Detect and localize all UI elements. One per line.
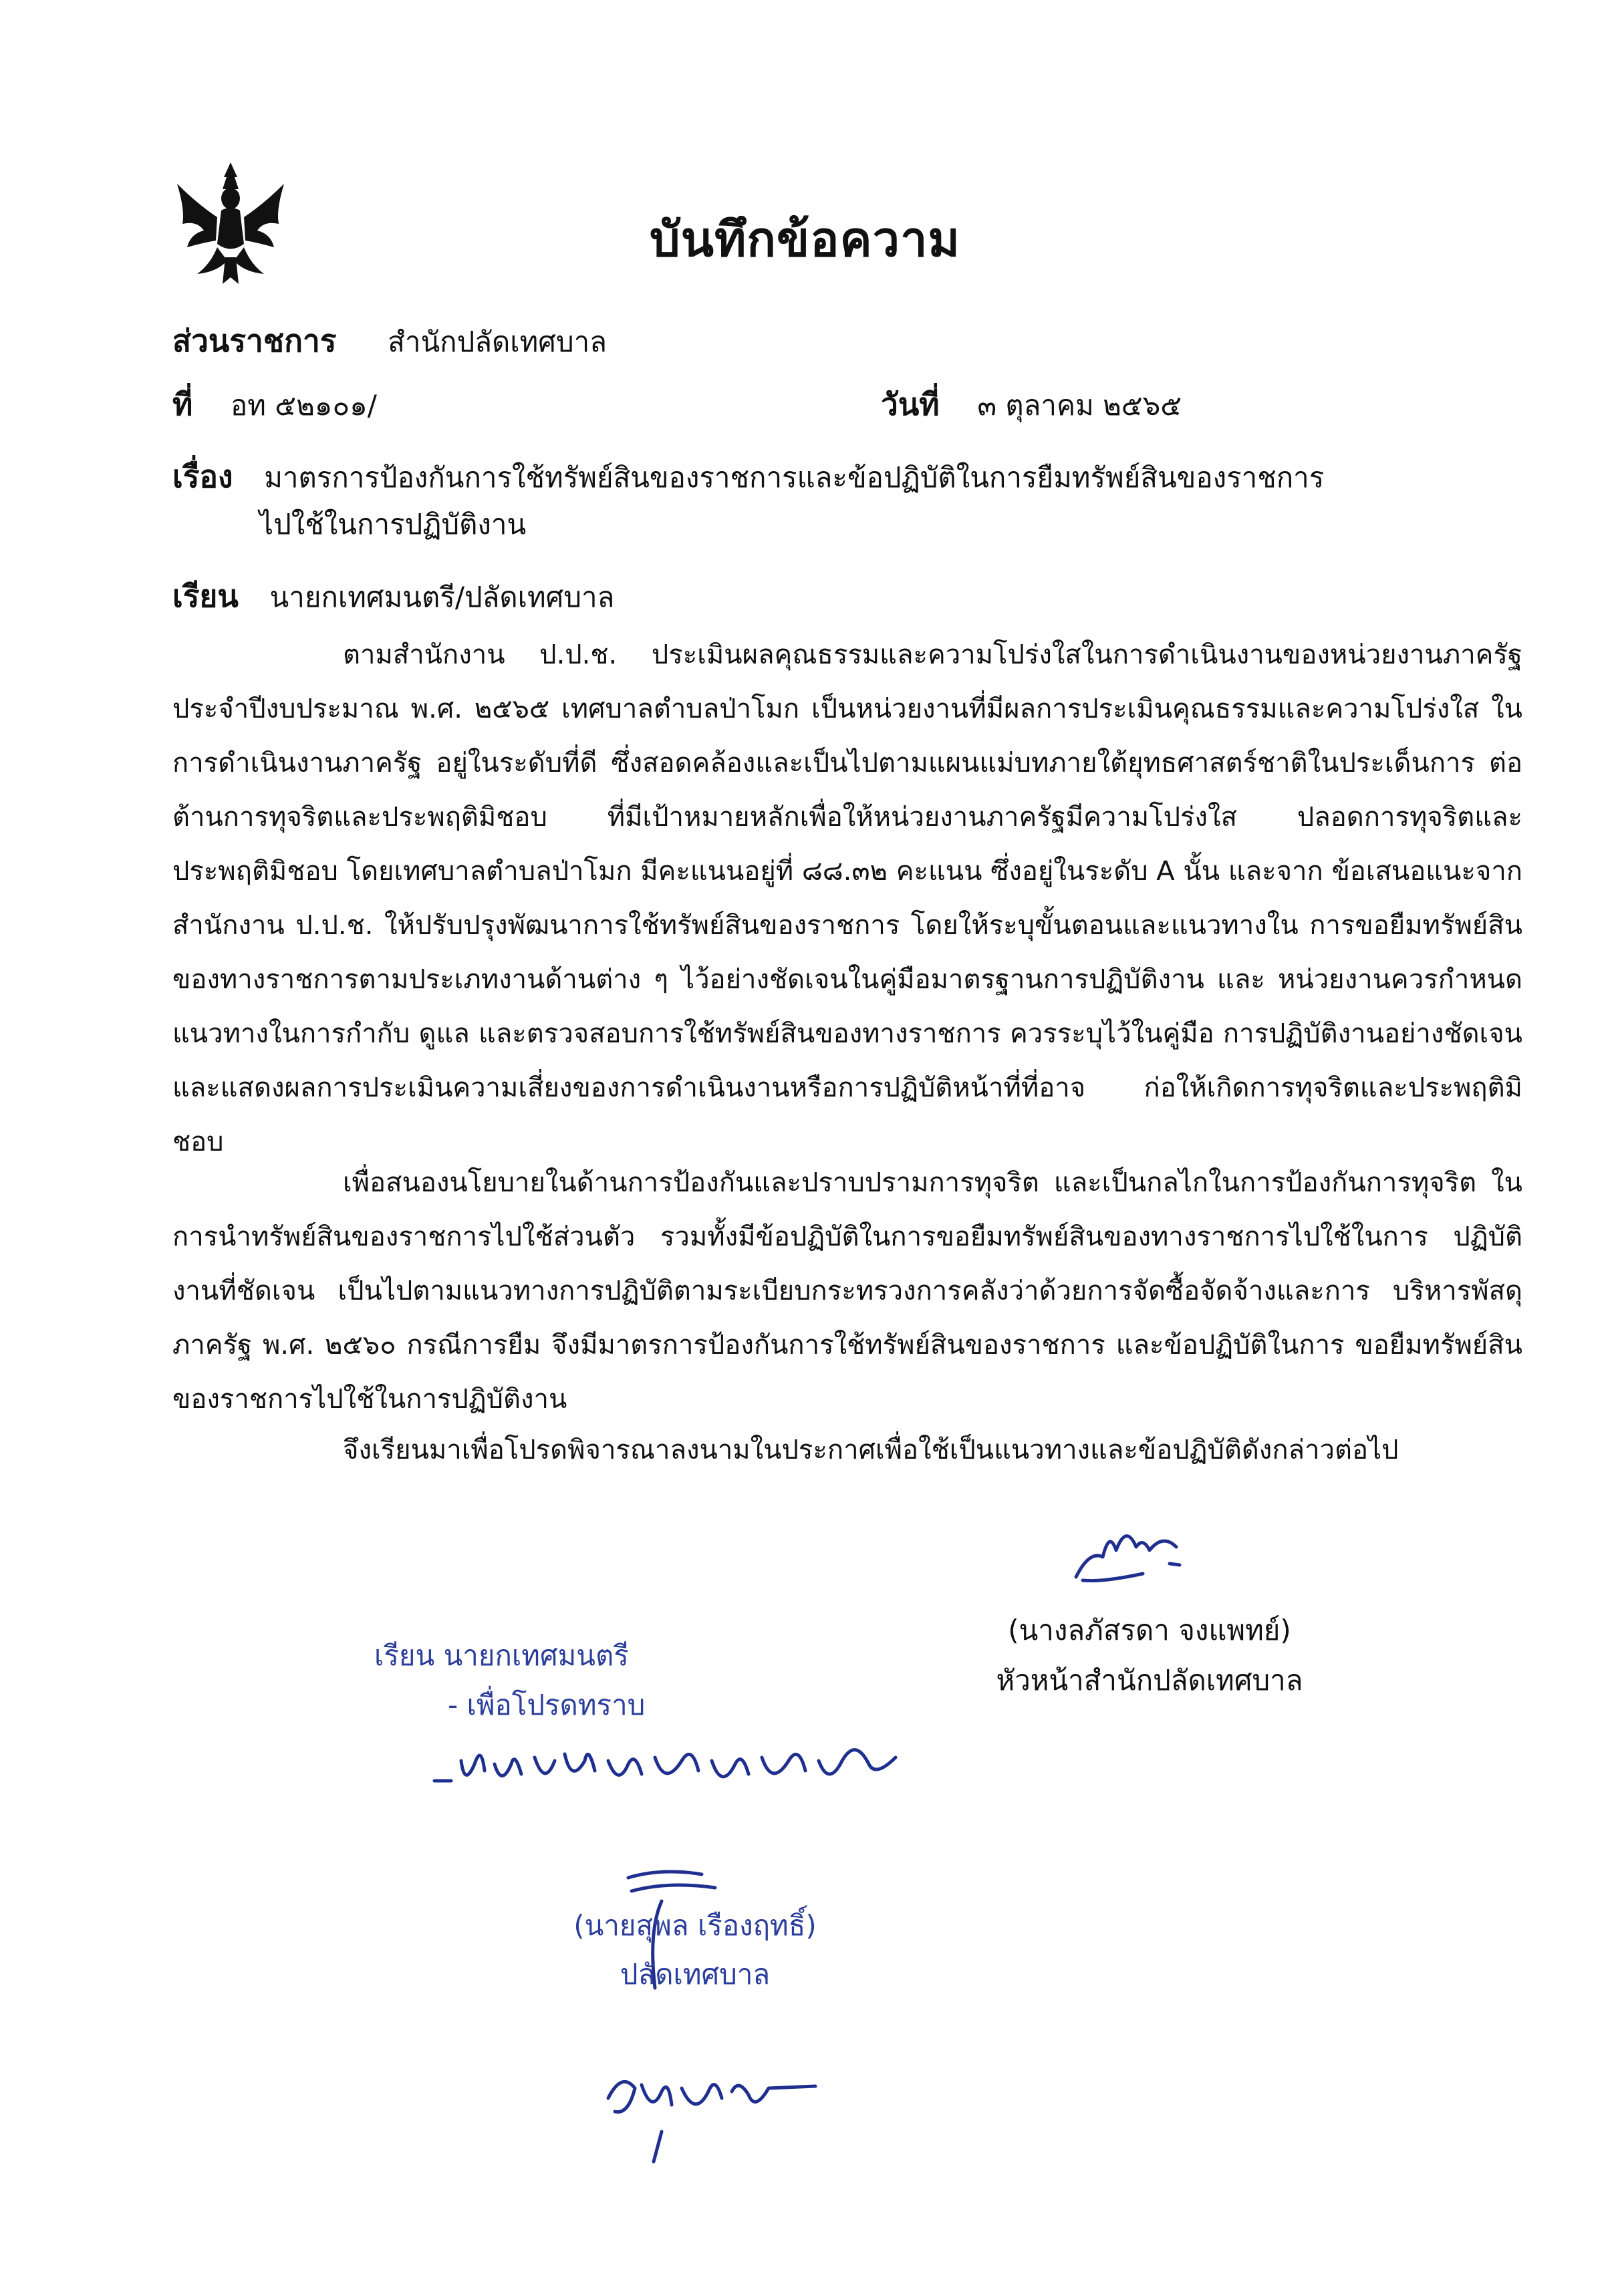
document-title: บันทึกข้อความ — [650, 211, 960, 267]
recipient-label: เรียน — [172, 578, 239, 614]
agency-label: ส่วนราชการ — [172, 323, 337, 359]
closing-paragraph — [172, 1423, 1522, 1477]
recipient-value: นายกเทศมนตรี/ปลัดเทศบาล — [269, 581, 615, 613]
author-name: (นางลภัสรดา จงแพทย์) — [1008, 1614, 1291, 1646]
recipient-row — [172, 576, 614, 617]
endorser-position: ปลัดเทศบาล — [620, 1958, 771, 1991]
date-row — [881, 384, 1182, 426]
author-position: หัวหน้าสำนักปลัดเทศบาล — [996, 1664, 1303, 1697]
agency-value: สำนักปลัดเทศบาล — [388, 325, 607, 358]
mayor-signature — [595, 2058, 835, 2165]
subject-line-2: ไปใช้ในการปฏิบัติงาน — [259, 508, 527, 541]
author-signature — [1063, 1510, 1196, 1590]
endorsement-line-2: - เพื่อโปรดทราบ — [448, 1689, 646, 1721]
endorser-name: (นายสุพล เรืองฤทธิ์) — [573, 1909, 817, 1942]
subject-label: เรื่อง — [172, 458, 233, 494]
paragraph-2-text: เพื่อสนองนโยบายในด้านการป้องกันและปราบปรามการทุจริต และเป็นกลไกในการป้องกันการทุจริต ในการนำทรัพย์สินของราชการไปใช้ส่วนตัว รวมทั้งมีข้อปฏิบัติในการขอยืมทรัพย์สินของทางราชการไปใช้ในการ ปฏิบัติงานที่ชัดเจน เป็นไปตามแนวทางการปฏิบัติตามระเบียบกระทรวงการคลังว่าด้วยการจัดซื้อจัดจ้างและการ บริหารพัสดุภาครัฐ พ.ศ. ๒๕๖๐ กรณีการยืม จึงมีมาตรการป้องกันการใช้ทรัพย์สินของราชการ และข้อปฏิบัติในการ ขอยืมทรัพย์สินของราชการไปใช้ในการปฏิบัติงาน — [172, 1167, 1522, 1415]
handwritten-note — [428, 1724, 936, 1811]
reference-value: อท ๕๒๑๐๑/ — [231, 389, 377, 422]
body-paragraph-2 — [172, 1156, 1522, 1427]
date-label: วันที่ — [881, 386, 940, 422]
paragraph-1-text: ตามสำนักงาน ป.ป.ช. ประเมินผลคุณธรรมและความโปร่งใสในการดำเนินงานของหน่วยงานภาครัฐ ประจำปีงบประมาณ พ.ศ. ๒๕๖๕ เทศบาลตำบลป่าโมก เป็นหน่วยงานที่มีผลการประเมินคุณธรรมและความโปร่งใส ในการดำเนินงานภาครัฐ อยู่ในระดับที่ดี ซึ่งสอดคล้องและเป็นไปตามแผนแม่บทภายใต้ยุทธศาสตร์ชาติในประเด็นการ ต่อต้านการทุจริตและประพฤติมิชอบ ที่มีเป้าหมายหลักเพื่อให้หน่วยงานภาครัฐมีความโปร่งใส ปลอดการทุจริตและ ประพฤติมิชอบ โดยเทศบาลตำบลป่าโมก มีคะแนนอยู่ที่ ๘๘.๓๒ คะแนน ซึ่งอยู่ในระดับ A นั้น และจาก ข้อเสนอแนะจาก สำนักงาน ป.ป.ช. ให้ปรับปรุงพัฒนาการใช้ทรัพย์สินของราชการ โดยให้ระบุขั้นตอนและแนวทางใน การขอยืมทรัพย์สินของทางราชการตามประเภทงานด้านต่าง ๆ ไว้อย่างชัดเจนในคู่มือมาตรฐานการปฏิบัติงาน และ หน่วยงานควรกำหนดแนวทางในการกำกับ ดูแล และตรวจสอบการใช้ทรัพย์สินของทางราชการ ควรระบุไว้ในคู่มือ การปฏิบัติงานอย่างชัดเจนและแสดงผลการประเมินความเสี่ยงของการดำเนินงานหรือการปฏิบัติหน้าที่ที่อาจ ก่อให้เกิดการทุจริตและประพฤติมิชอบ — [172, 639, 1522, 1157]
subject-line-1: มาตรการป้องกันการใช้ทรัพย์สินของราชการและข้อปฏิบัติในการยืมทรัพย์สินของราชการ — [264, 461, 1325, 494]
endorsement-line-1: เรียน นายกเทศมนตรี — [374, 1639, 629, 1672]
reference-row — [172, 384, 377, 426]
reference-label: ที่ — [172, 386, 193, 422]
subject-row — [172, 456, 1324, 498]
date-value: ๓ ตุลาคม ๒๕๖๕ — [977, 389, 1182, 422]
agency-row — [172, 321, 607, 362]
body-paragraph-1 — [172, 628, 1522, 1169]
closing-text: จึงเรียนมาเพื่อโปรดพิจารณาลงนามในประกาศเพื่อใช้เป็นแนวทางและข้อปฏิบัติดังกล่าวต่อไป — [343, 1435, 1399, 1465]
